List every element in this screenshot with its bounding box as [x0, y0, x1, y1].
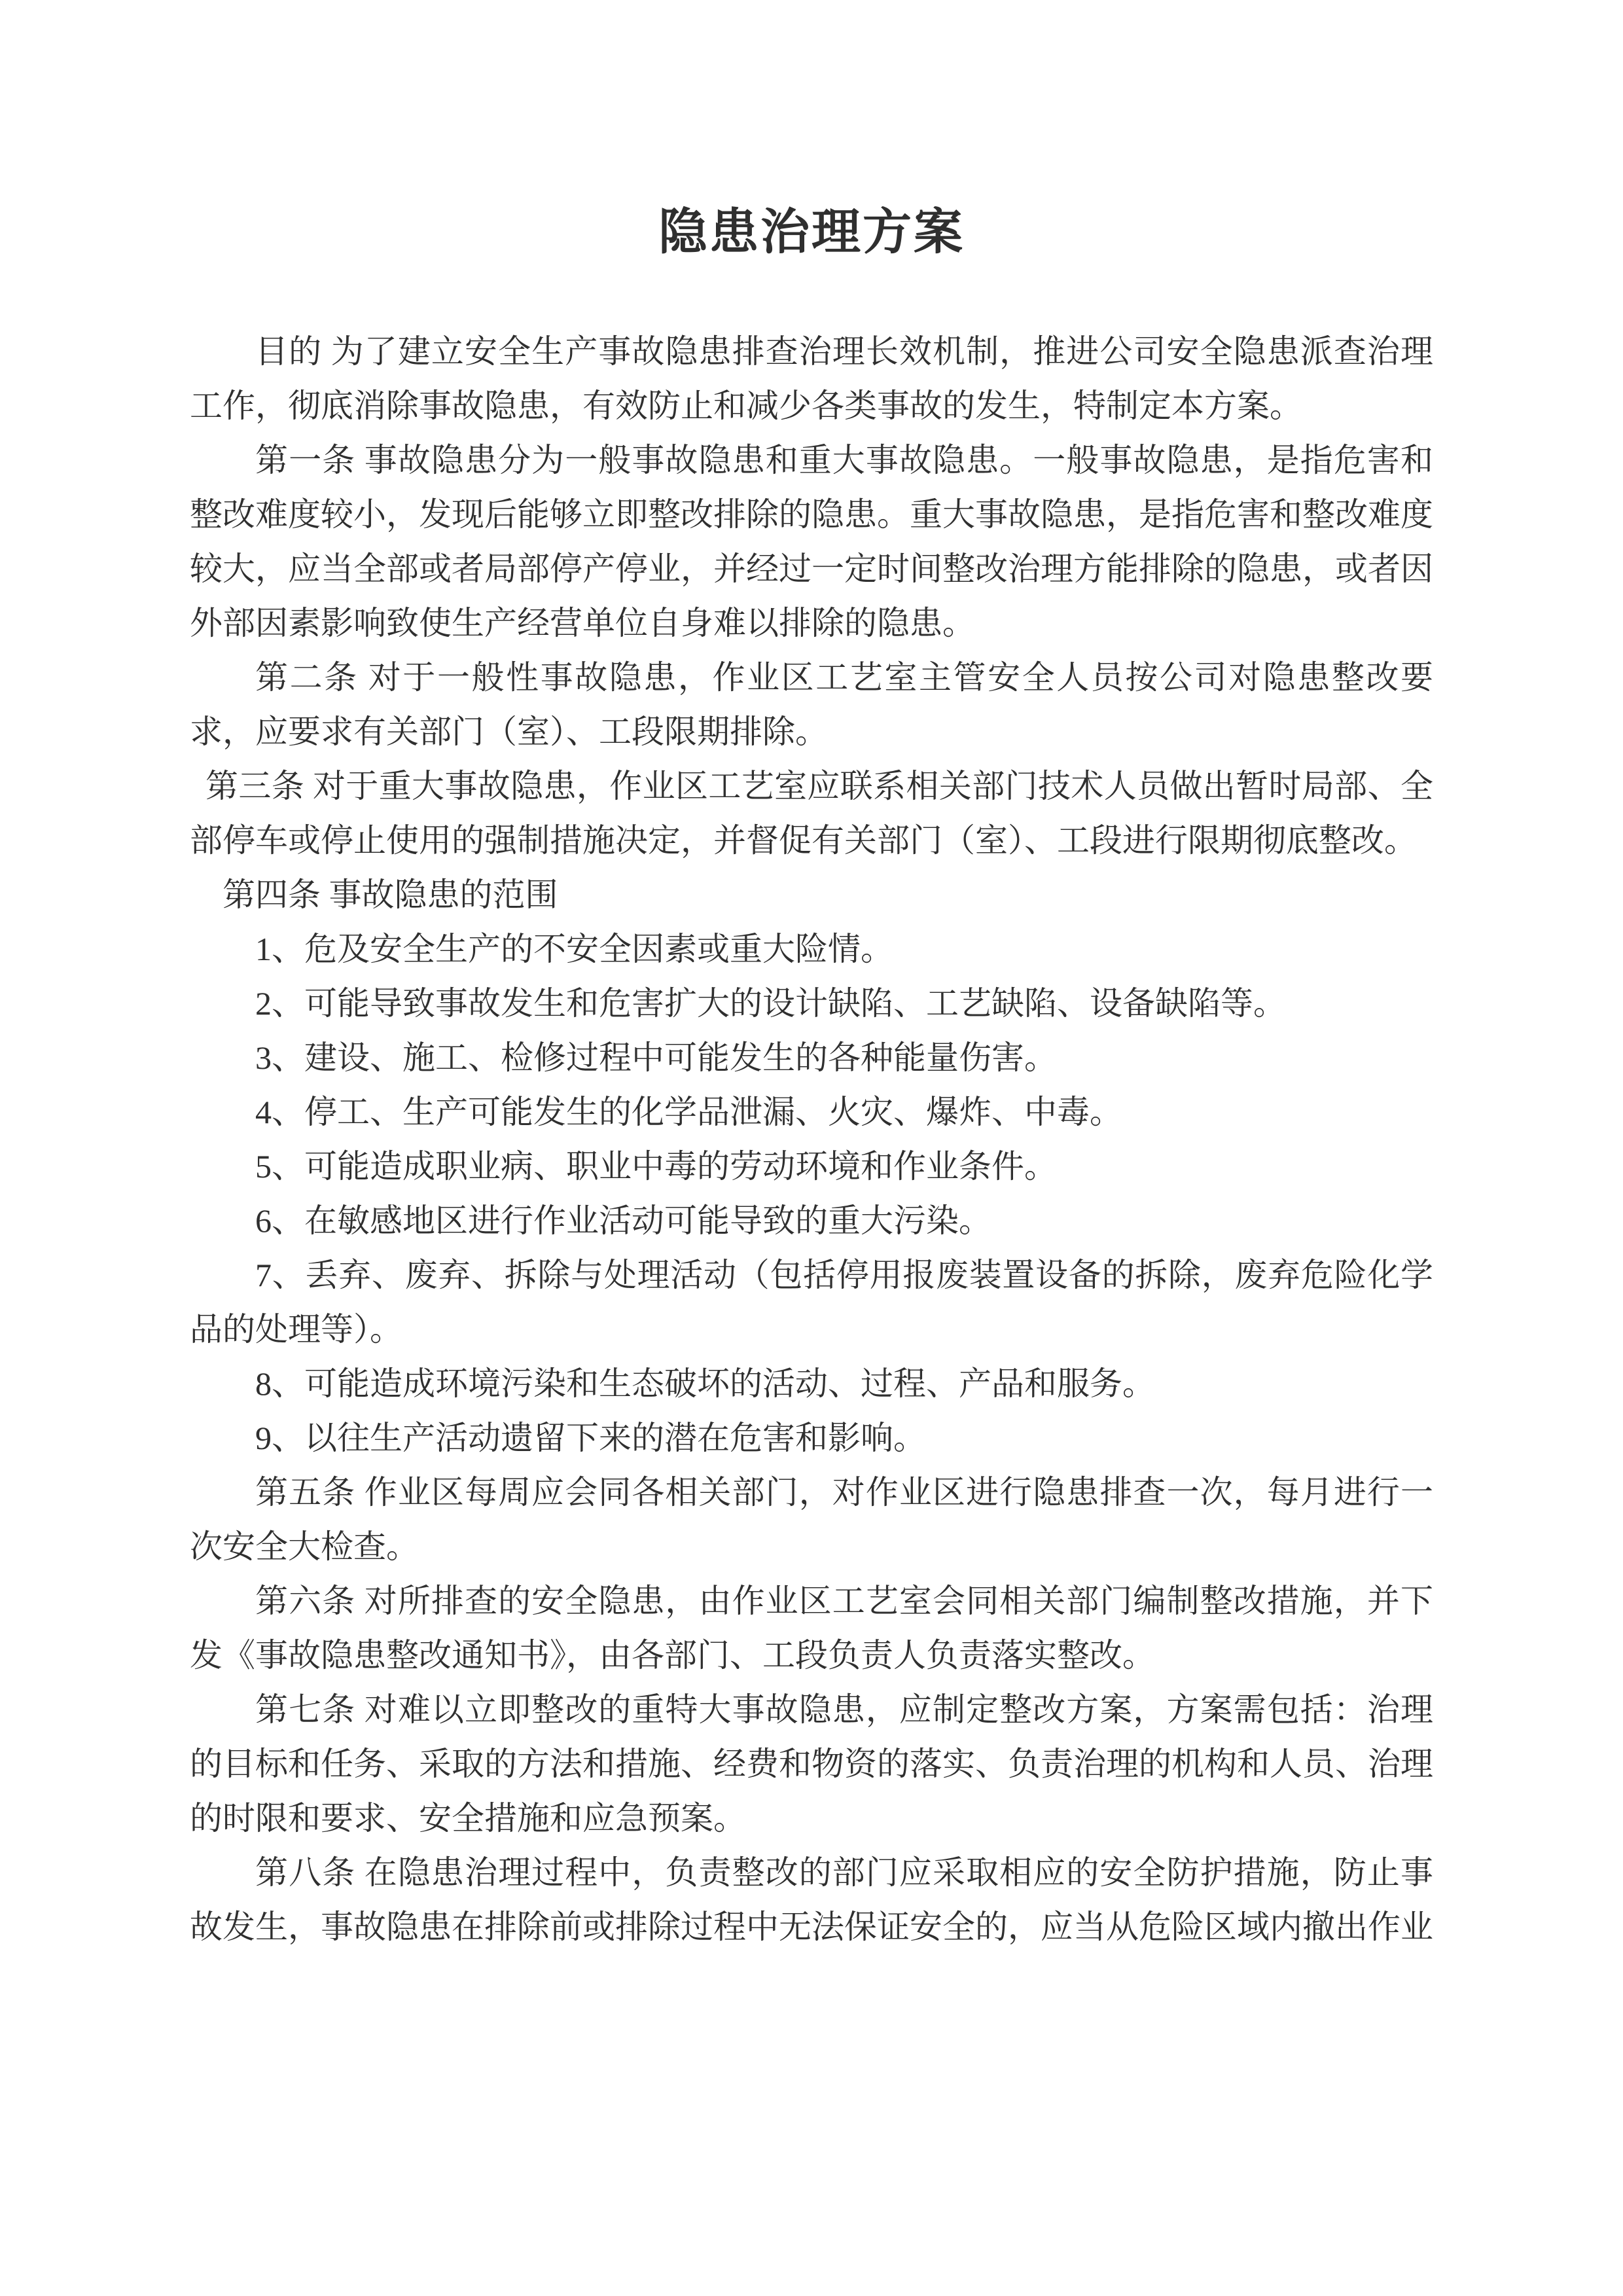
paragraph: 目的 为了建立安全生产事故隐患排查治理长效机制，推进公司安全隐患派查治理工作，彻底消除事故隐患，有效防止和减少各类事故的发生，特制定本方案。	[190, 333, 1433, 424]
document-body	[190, 325, 1433, 1954]
paragraph: 9、以往生产活动遗留下来的潜在危害和影响。	[255, 1420, 926, 1456]
paragraph: 7、丢弃、废弃、拆除与处理活动（包括停用报废装置设备的拆除，废弃危险化学品的处理等）。	[190, 1257, 1433, 1348]
document-title: 隐患治理方案	[658, 206, 965, 260]
paragraph: 1、危及安全生产的不安全因素或重大险情。	[255, 931, 893, 967]
paragraph: 8、可能造成环境污染和生态破坏的活动、过程、产品和服务。	[255, 1365, 1155, 1402]
paragraph: 第四条 事故隐患的范围	[223, 876, 558, 913]
paragraph: 5、可能造成职业病、职业中毒的劳动环境和作业条件。	[255, 1148, 1057, 1185]
paragraph: 第一条 事故隐患分为一般事故隐患和重大事故隐患。一般事故隐患，是指危害和整改难度较小，发现后能够立即整改排除的隐患。重大事故隐患，是指危害和整改难度较大，应当全部或者局部停产停业，并经过一定时间整改治理方能排除的隐患，或者因外部因素影响致使生产经营单位自身难以排除的隐患。	[190, 442, 1433, 641]
paragraph: 3、建设、施工、检修过程中可能发生的各种能量伤害。	[255, 1039, 1057, 1076]
paragraph: 6、在敏感地区进行作业活动可能导致的重大污染。	[255, 1202, 991, 1239]
paragraph: 2、可能导致事故发生和危害扩大的设计缺陷、工艺缺陷、设备缺陷等。	[255, 985, 1286, 1022]
paragraph: 第七条 对难以立即整改的重特大事故隐患，应制定整改方案，方案需包括：治理的目标和任务、采取的方法和措施、经费和物资的落实、负责治理的机构和人员、治理的时限和要求、安全措施和应急预案。	[190, 1691, 1433, 1837]
paragraph: 4、停工、生产可能发生的化学品泄漏、火灾、爆炸、中毒。	[255, 1094, 1122, 1130]
paragraph: 第五条 作业区每周应会同各相关部门，对作业区进行隐患排查一次，每月进行一次安全大检查。	[190, 1474, 1433, 1565]
paragraph: 第二条 对于一般性事故隐患，作业区工艺室主管安全人员按公司对隐患整改要求，应要求有关部门（室）、工段限期排除。	[190, 659, 1433, 750]
paragraph: 第三条 对于重大事故隐患，作业区工艺室应联系相关部门技术人员做出暂时局部、全部停车或停止使用的强制措施决定，并督促有关部门（室）、工段进行限期彻底整改。	[190, 768, 1433, 859]
paragraph: 第八条 在隐患治理过程中，负责整改的部门应采取相应的安全防护措施，防止事故发生，事故隐患在排除前或排除过程中无法保证安全的，应当从危险区域内撤出作业	[190, 1854, 1433, 1945]
paragraph: 第六条 对所排查的安全隐患，由作业区工艺室会同相关部门编制整改措施，并下发《事故隐患整改通知书》，由各部门、工段负责人负责落实整改。	[190, 1583, 1433, 1674]
